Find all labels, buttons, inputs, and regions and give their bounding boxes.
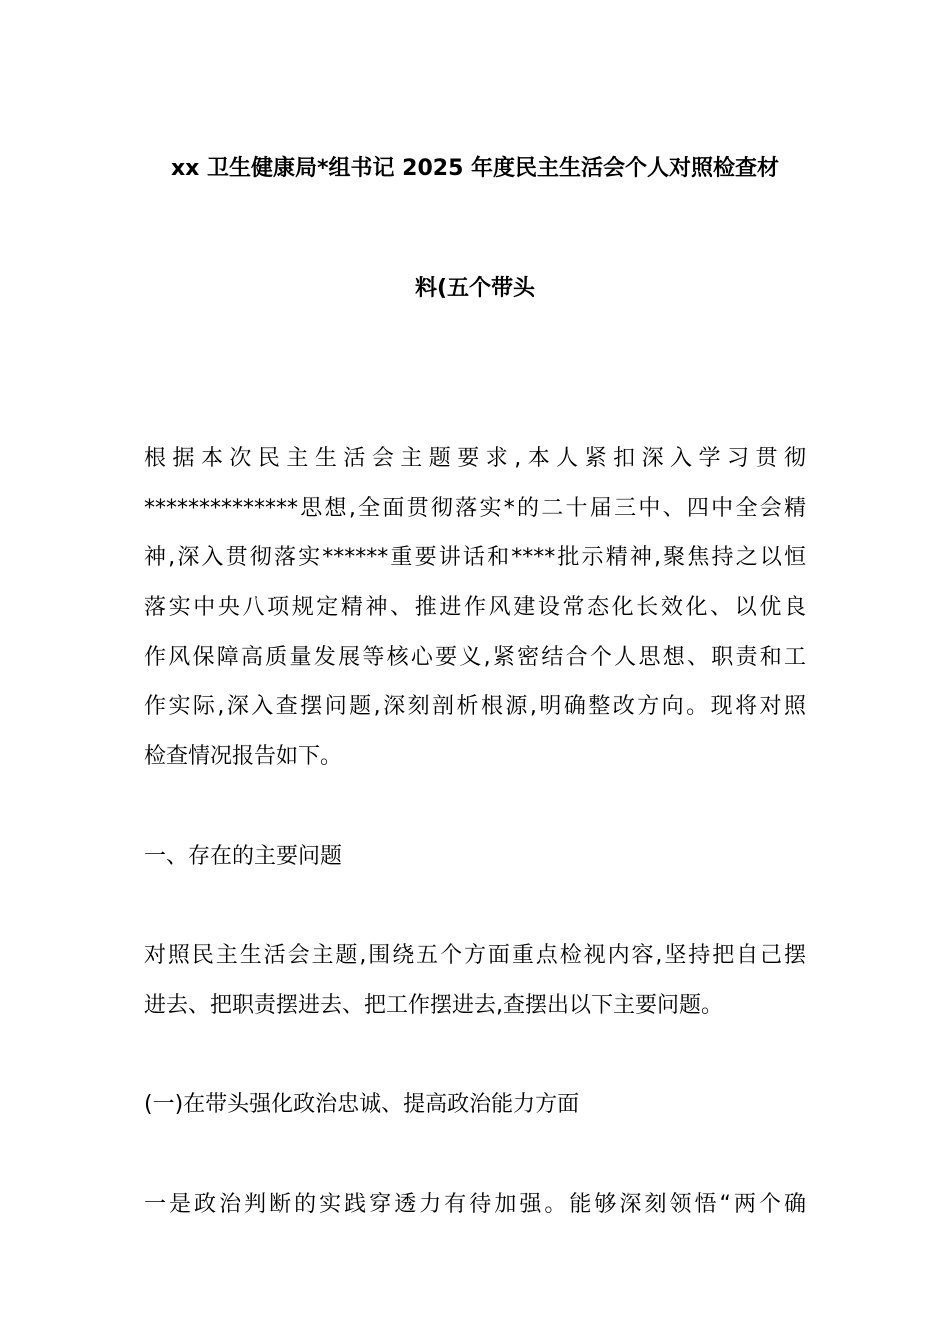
intro-line-6: 作实际,深入查摆问题,深刻剖析根源,明确整改方向。现将对照 [144,694,806,719]
subsection-1-heading: (一)在带头强化政治忠诚、提高政治能力方面 [144,1092,580,1117]
intro-line-2: **************思想,全面贯彻落实*的二十届三中、四中全会精 [144,496,806,521]
document-title-line-2: 料(五个带头 [414,276,536,301]
intro-line-7: 检查情况报告如下。 [144,744,343,769]
intro-line-3: 神,深入贯彻落实******重要讲话和****批示精神,聚焦持之以恒 [144,545,806,570]
document-title-line-1: xx 卫生健康局*组书记 2025 年度民主生活会个人对照检查材 [170,156,780,181]
section-1-line-1: 对照民主生活会主题,围绕五个方面重点检视内容,坚持把自己摆 [144,943,806,968]
intro-line-4: 落实中央八项规定精神、推进作风建设常态化长效化、以优良 [144,595,806,620]
intro-line-5: 作风保障高质量发展等核心要义,紧密结合个人思想、职责和工 [144,645,806,670]
section-1-line-2: 进去、把职责摆进去、把工作摆进去,查摆出以下主要问题。 [144,993,723,1018]
point-1-line: 一是政治判断的实践穿透力有待加强。能够深刻领悟“两个确 [144,1192,806,1217]
intro-line-1: 根据本次民主生活会主题要求,本人紧扣深入学习贯彻 [144,446,806,471]
section-1-heading: 一、存在的主要问题 [144,844,343,869]
